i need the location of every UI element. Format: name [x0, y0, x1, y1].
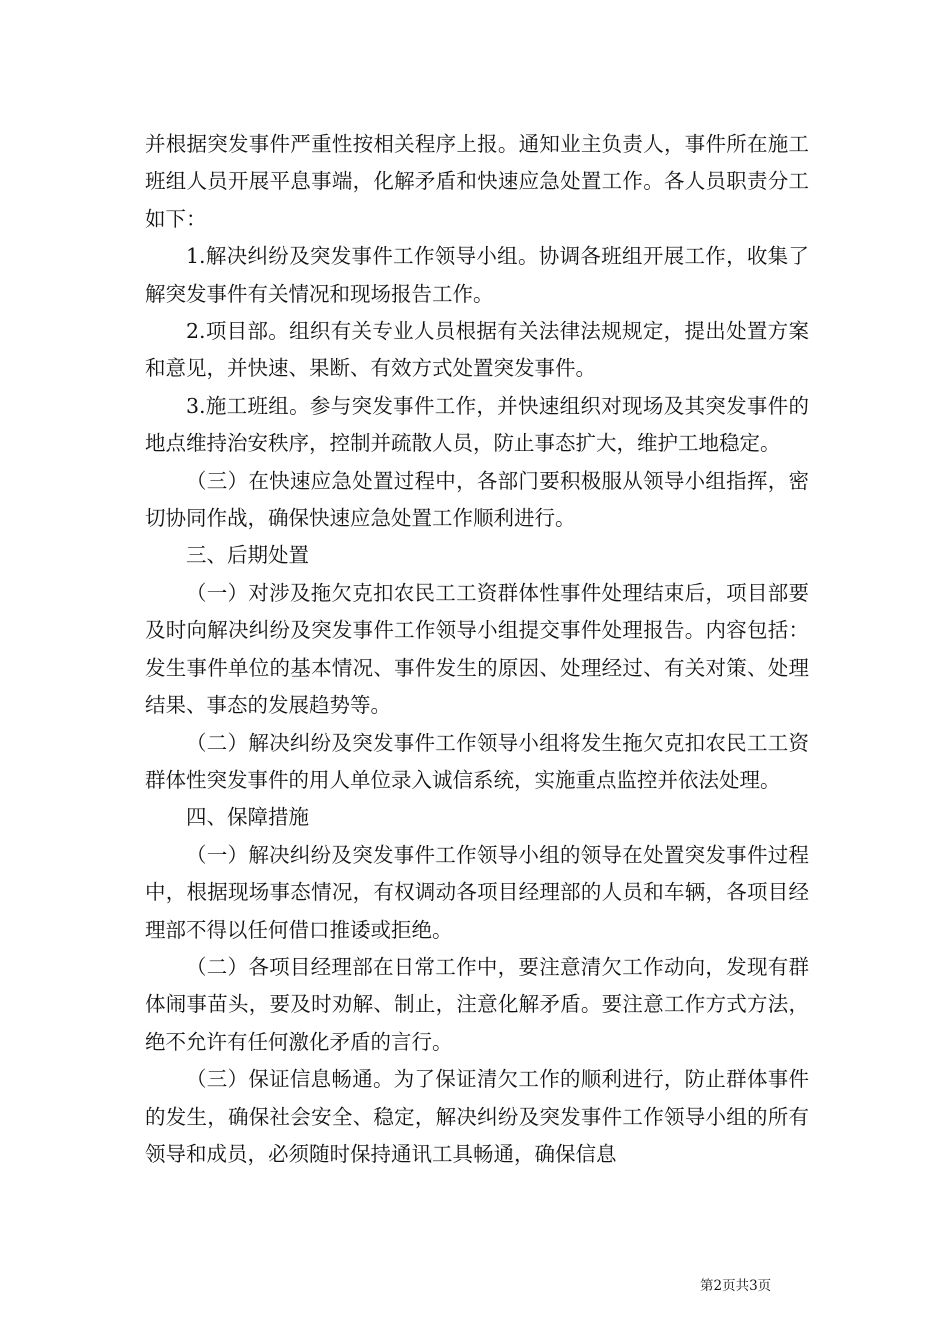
paragraph-item-1: 1.解决纠纷及突发事件工作领导小组。协调各班组开展工作，收集了解突发事件有关情况和现场报告工作。 — [145, 244, 809, 306]
page-number-footer: 第2页共3页 — [700, 1278, 772, 1294]
paragraph-section-3-1: （一）对涉及拖欠克扣农民工工资群体性事件处理结束后，项目部要及时向解决纠纷及突发事件工作领导小组提交事件处理报告。内容包括：发生事件单位的基本情况、事件发生的原因、处理经过、有关对策、处理结果、事态的发展趋势等。 — [145, 580, 809, 718]
paragraph-section-3-2: （二）解决纠纷及突发事件工作领导小组将发生拖欠克扣农民工工资群体性突发事件的用人单位录入诚信系统，实施重点监控并依法处理。 — [145, 730, 809, 792]
paragraph-section-4-2: （二）各项目经理部在日常工作中，要注意清欠工作动向，发现有群体闹事苗头，要及时劝解、制止，注意化解矛盾。要注意工作方式方法，绝不允许有任何激化矛盾的言行。 — [145, 954, 809, 1054]
paragraph-item-2: 2.项目部。组织有关专业人员根据有关法律法规规定，提出处置方案和意见，并快速、果断、有效方式处置突发事件。 — [145, 319, 809, 381]
paragraph-continuation: 并根据突发事件严重性按相关程序上报。通知业主负责人，事件所在施工班组人员开展平息事端，化解矛盾和快速应急处置工作。各人员职责分工如下： — [145, 132, 809, 231]
paragraph-section-2-3: （三）在快速应急处置过程中，各部门要积极服从领导小组指挥，密切协同作战，确保快速应急处置工作顺利进行。 — [145, 468, 809, 531]
paragraph-section-4-1: （一）解决纠纷及突发事件工作领导小组的领导在处置突发事件过程中，根据现场事态情况，有权调动各项目经理部的人员和车辆，各项目经理部不得以任何借口推诿或拒绝。 — [145, 842, 809, 942]
heading-section-4: 四、保障措施 — [186, 805, 309, 830]
paragraph-item-3: 3.施工班组。参与突发事件工作，并快速组织对现场及其突发事件的地点维持治安秩序，控制并疏散人员，防止事态扩大，维护工地稳定。 — [145, 393, 809, 456]
heading-section-3: 三、后期处置 — [186, 543, 309, 568]
body-text — [145, 126, 809, 1173]
paragraph-section-4-3: （三）保证信息畅通。为了保证清欠工作的顺利进行，防止群体事件的发生，确保社会安全、稳定，解决纠纷及突发事件工作领导小组的所有领导和成员，必须随时保持通讯工具畅通，确保信息 — [145, 1067, 809, 1166]
